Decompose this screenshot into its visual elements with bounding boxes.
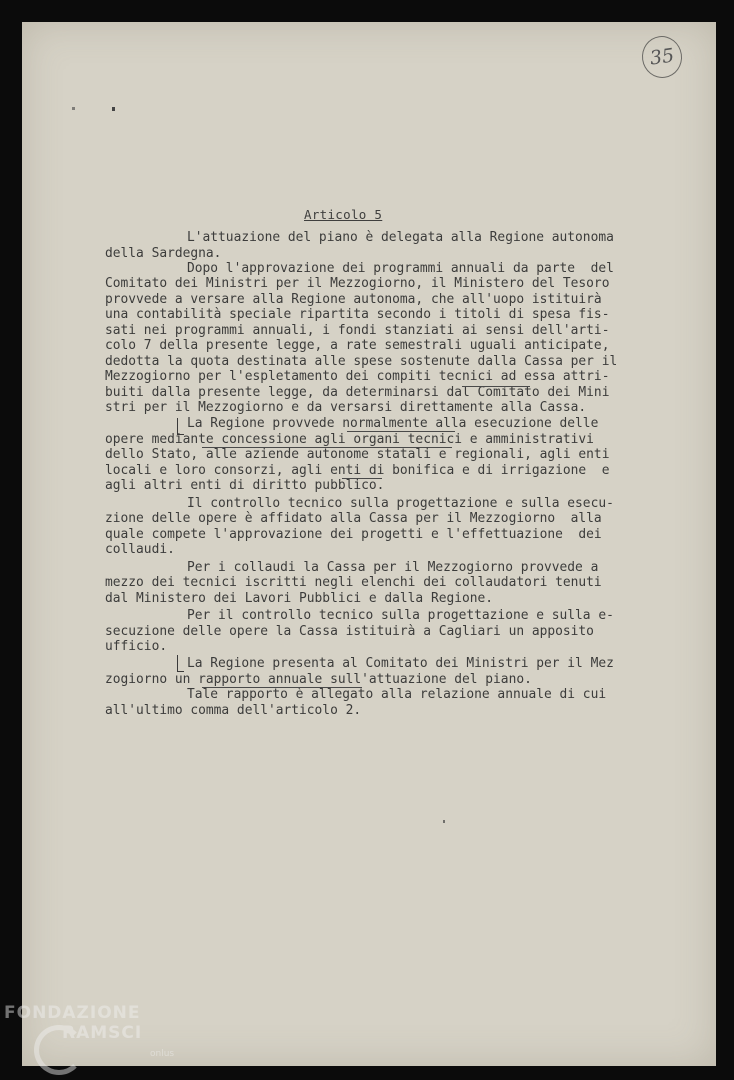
text-line: dello Stato, alle aziende autonome statali e regionali, agli enti	[105, 447, 610, 462]
text-line: opere mediante concessione agli organi tecnici e amministrativi	[105, 432, 594, 447]
text-line: dal Ministero dei Lavori Pubblici e dalla Regione.	[105, 591, 494, 606]
article-title: Articolo 5	[304, 207, 383, 222]
text-line: locali e loro consorzi, agli enti di bonifica e di irrigazione e	[105, 463, 610, 478]
margin-bracket	[177, 655, 184, 672]
text-line: collaudi.	[105, 542, 175, 557]
text-line: ufficio.	[105, 639, 168, 654]
text-line: Comitato dei Ministri per il Mezzogiorno, il Ministero del Tesoro	[105, 276, 610, 291]
watermark-line3: onlus	[150, 1049, 175, 1059]
text-line: La Regione presenta al Comitato dei Ministri per il Mez	[187, 656, 614, 671]
handwritten-underline	[202, 687, 362, 688]
handwritten-underline	[462, 386, 530, 387]
text-line: agli altri enti di diritto pubblico.	[105, 478, 385, 493]
text-line: Per i collaudi la Cassa per il Mezzogiorno provvede a	[187, 560, 599, 575]
document-page	[22, 22, 716, 1066]
text-line: secuzione delle opere la Cassa istituirà a Cagliari un apposito	[105, 624, 594, 639]
text-line: stri per il Mezzogiorno e da versarsi direttamente alla Cassa.	[105, 400, 587, 415]
text-line: una contabilità speciale ripartita secondo i titoli di spesa fis-	[105, 307, 610, 322]
text-line: quale compete l'approvazione dei progetti e l'effettuazione dei	[105, 527, 602, 542]
handwritten-underline	[202, 447, 452, 448]
handwritten-underline	[342, 478, 382, 479]
text-line: La Regione provvede normalmente alla esecuzione delle	[187, 416, 599, 431]
text-line: della Sardegna.	[105, 246, 222, 261]
text-line: dedotta la quota destinata alle spese sostenute dalla Cassa per il	[105, 354, 618, 369]
text-line: provvede a versare alla Regione autonoma, che all'uopo istituirà	[105, 292, 602, 307]
page-number-stamp: 35	[639, 33, 684, 80]
text-line: zogiorno un rapporto annuale sull'attuazione del piano.	[105, 672, 532, 687]
text-line: L'attuazione del piano è delegata alla Regione autonoma	[187, 230, 614, 245]
text-line: zione delle opere è affidato alla Cassa per il Mezzogiorno alla	[105, 511, 602, 526]
text-line: mezzo dei tecnici iscritti negli elenchi dei collaudatori tenuti	[105, 575, 602, 590]
text-line: colo 7 della presente legge, a rate semestrali uguali anticipate,	[105, 338, 610, 353]
handwritten-underline	[347, 431, 455, 432]
fondazione-gramsci-watermark	[4, 1003, 175, 1059]
watermark-line1: FONDAZIONE	[4, 1003, 141, 1023]
paper-mark	[443, 820, 445, 823]
text-line: Per il controllo tecnico sulla progettazione e sulla e-	[187, 608, 614, 623]
text-line: sati nei programmi annuali, i fondi stanziati ai sensi dell'arti-	[105, 323, 610, 338]
paper-mark	[72, 107, 75, 110]
text-line: all'ultimo comma dell'articolo 2.	[105, 703, 362, 718]
text-line: Mezzogiorno per l'espletamento dei compiti tecnici ad essa attri-	[105, 369, 610, 384]
paper-mark	[112, 107, 115, 111]
text-line: Il controllo tecnico sulla progettazione e sulla esecu-	[187, 496, 614, 511]
text-line: Dopo l'approvazione dei programmi annuali da parte del	[187, 261, 614, 276]
text-line: buiti dalla presente legge, da determinarsi dal Comitato dei Mini	[105, 385, 610, 400]
watermark-line2: RAMSCI	[62, 1023, 143, 1043]
text-line: Tale rapporto è allegato alla relazione annuale di cui	[187, 687, 607, 702]
